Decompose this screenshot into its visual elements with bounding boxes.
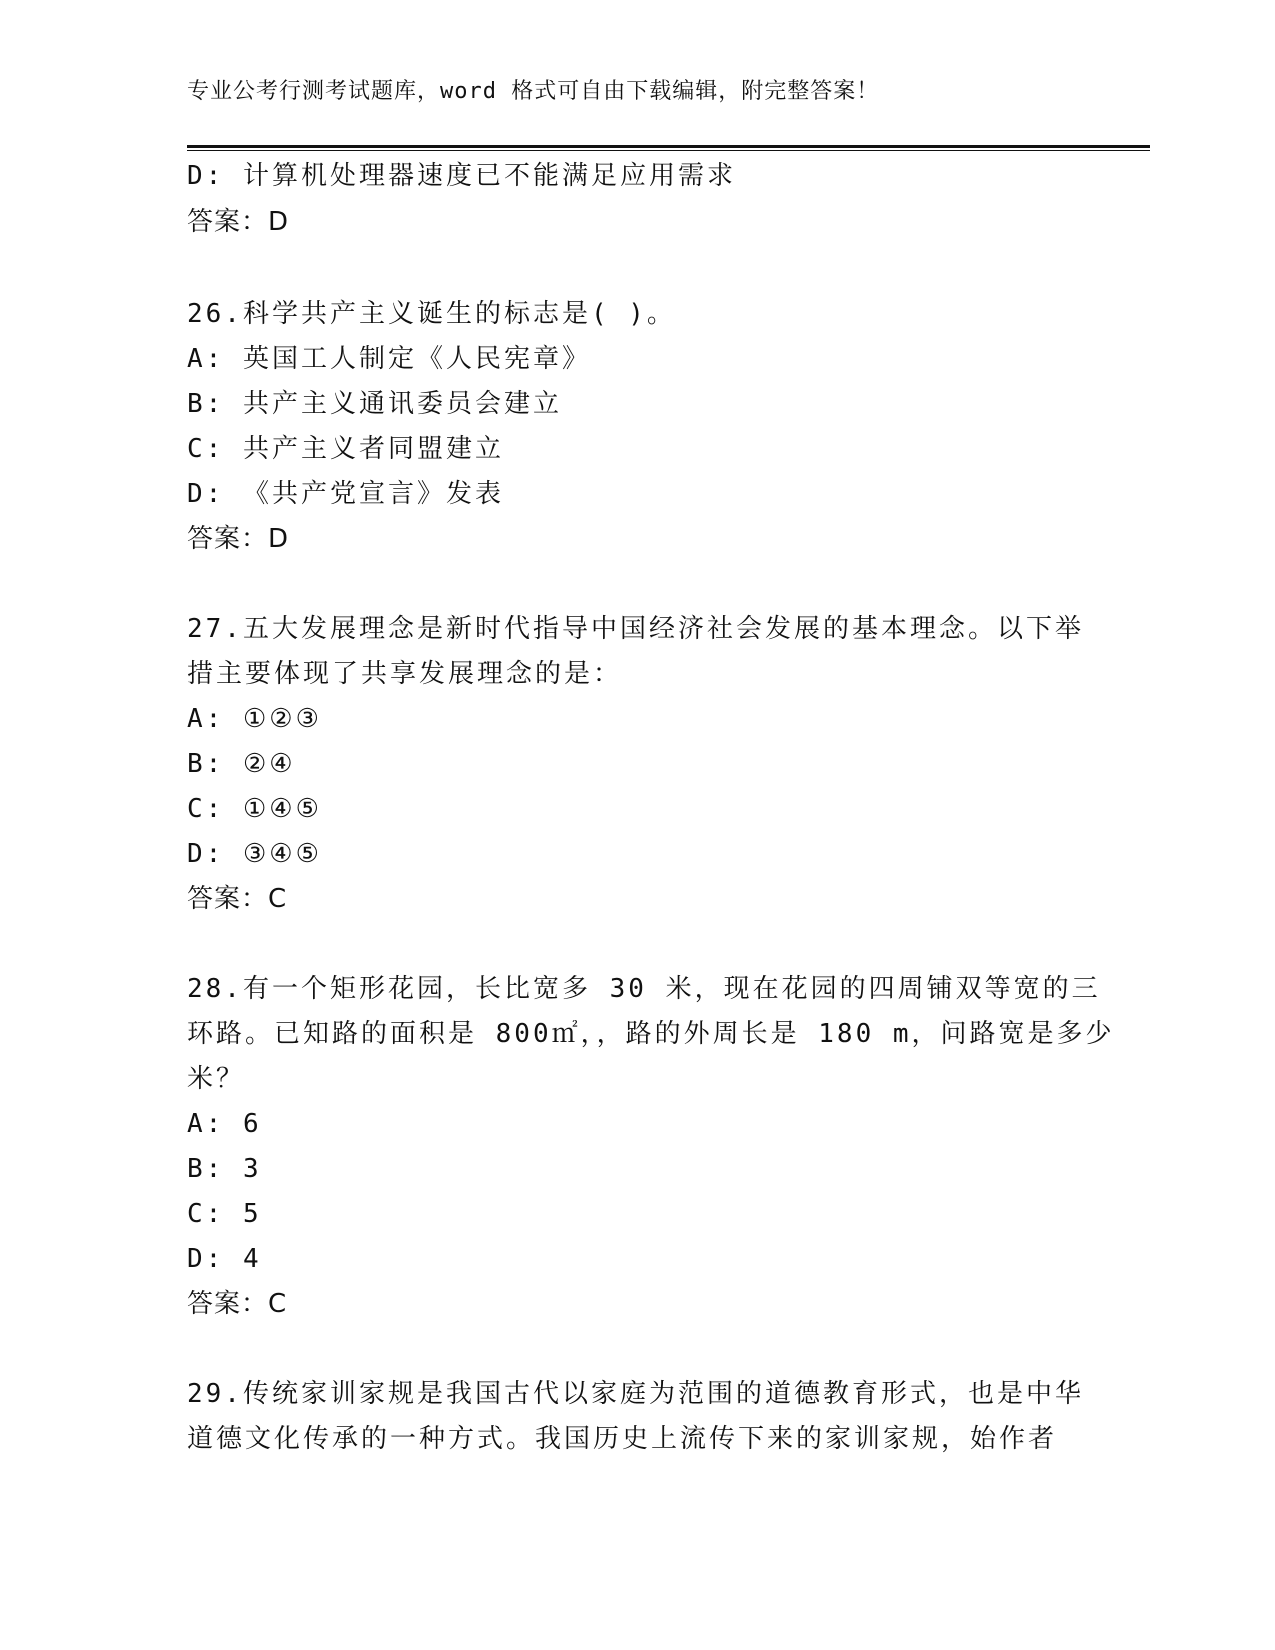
- q26-option-d: D: 《共产党宣言》发表: [187, 479, 504, 509]
- q28-option-a: A: 6: [187, 1109, 262, 1139]
- header-banner: 专业公考行测考试题库，word 格式可自由下载编辑，附完整答案！: [187, 79, 880, 104]
- q27-option-d: D: ③④⑤: [187, 839, 322, 869]
- q26-option-c: C: 共产主义者同盟建立: [187, 434, 504, 464]
- q26-answer: 答案：D: [187, 524, 290, 554]
- q26-option-a: A: 英国工人制定《人民宪章》: [187, 344, 591, 374]
- prev-answer: 答案：D: [187, 207, 290, 237]
- q28-option-b: B: 3: [187, 1154, 262, 1184]
- header-rule-thick: [187, 145, 1150, 148]
- q28-stem-line-2: 环路。已知路的面积是 800㎡，，路的外周长是 180 m，问路宽是多少: [187, 1019, 1115, 1049]
- q26-stem-line-1: 26.科学共产主义诞生的标志是( )。: [187, 299, 676, 329]
- q28-stem-line-3: 米？: [187, 1064, 246, 1094]
- q27-option-a: A: ①②③: [187, 704, 322, 734]
- q28-answer: 答案：C: [187, 1289, 288, 1319]
- q26-option-b: B: 共产主义通讯委员会建立: [187, 389, 562, 419]
- q27-stem-line-1: 27.五大发展理念是新时代指导中国经济社会发展的基本理念。以下举: [187, 614, 1084, 644]
- q27-option-c: C: ①④⑤: [187, 794, 322, 824]
- q27-stem-line-2: 措主要体现了共享发展理念的是：: [187, 659, 623, 689]
- q27-option-b: B: ②④: [187, 749, 296, 779]
- q28-option-d: D: 4: [187, 1244, 262, 1274]
- q28-stem-line-1: 28.有一个矩形花园，长比宽多 30 米，现在花园的四周铺双等宽的三: [187, 974, 1101, 1004]
- header-rule-thin: [187, 150, 1150, 151]
- q27-answer: 答案：C: [187, 884, 288, 914]
- q29-stem-line-1: 29.传统家训家规是我国古代以家庭为范围的道德教育形式，也是中华: [187, 1379, 1084, 1409]
- q29-stem-line-2: 道德文化传承的一种方式。我国历史上流传下来的家训家规，始作者: [187, 1424, 1058, 1454]
- prev-option-d: D: 计算机处理器速度已不能满足应用需求: [187, 161, 736, 191]
- q28-option-c: C: 5: [187, 1199, 262, 1229]
